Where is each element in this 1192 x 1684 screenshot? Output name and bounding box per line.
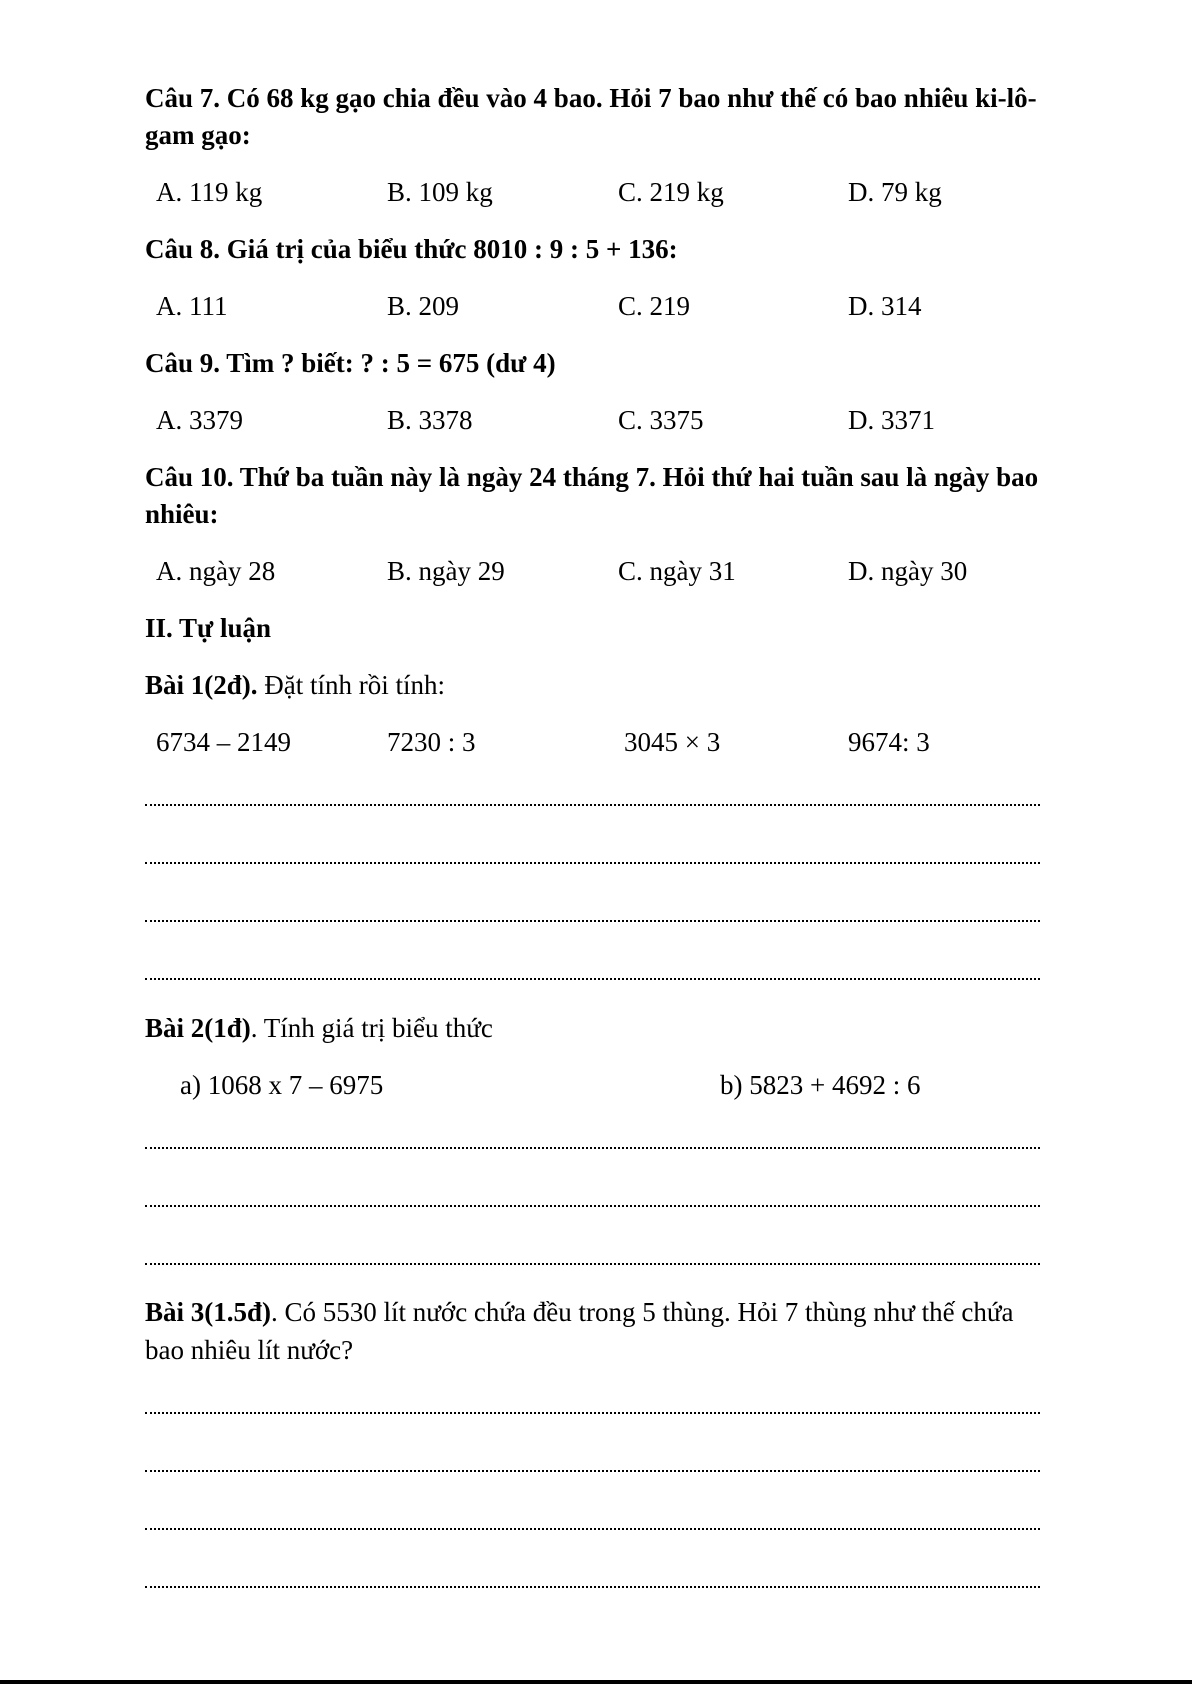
answer-line <box>145 1586 1040 1588</box>
q10-option-d: D. ngày 30 <box>848 556 968 586</box>
section-2-heading: II. Tự luận <box>145 613 272 643</box>
q7-option-c: C. 219 kg <box>618 177 724 207</box>
question-10-title-cont: nhiêu: <box>145 499 219 529</box>
answer-line <box>145 1528 1040 1530</box>
answer-line <box>145 862 1040 864</box>
q7-option-d: D. 79 kg <box>848 177 942 207</box>
bai-3-text-cont: bao nhiêu lít nước? <box>145 1335 354 1365</box>
answer-line <box>145 978 1040 980</box>
question-9-title: Câu 9. Tìm ? biết: ? : 5 = 675 (dư 4) <box>145 348 556 378</box>
bai-2-part-b: b) 5823 + 4692 : 6 <box>720 1070 921 1100</box>
bai-3-heading <box>145 1296 1013 1328</box>
q8-option-a: A. 111 <box>156 291 228 321</box>
bai-1-heading <box>145 669 445 701</box>
bai-2-text: . Tính giá trị biểu thức <box>250 1013 493 1043</box>
question-10-title: Câu 10. Thứ ba tuần này là ngày 24 tháng 7. Hỏi thứ hai tuần sau là ngày bao <box>145 462 1039 492</box>
calc-3: 3045 × 3 <box>624 727 721 757</box>
q7-option-b: B. 109 kg <box>387 177 493 207</box>
page-bottom-border <box>0 1680 1192 1684</box>
q10-option-c: C. ngày 31 <box>618 556 736 586</box>
calc-1: 6734 – 2149 <box>156 727 291 757</box>
q9-option-a: A. 3379 <box>156 405 243 435</box>
answer-line <box>145 804 1040 806</box>
q8-option-c: C. 219 <box>618 291 691 321</box>
question-8-title: Câu 8. Giá trị của biểu thức 8010 : 9 : 5 + 136: <box>145 234 678 264</box>
q9-option-b: B. 3378 <box>387 405 473 435</box>
calc-2: 7230 : 3 <box>387 727 476 757</box>
calc-4: 9674: 3 <box>848 727 930 757</box>
answer-line <box>145 1147 1040 1149</box>
bai-2-label: Bài 2(1đ) <box>145 1013 251 1043</box>
q9-option-c: C. 3375 <box>618 405 704 435</box>
q10-option-a: A. ngày 28 <box>156 556 276 586</box>
question-7-title: Câu 7. Có 68 kg gạo chia đều vào 4 bao. Hỏi 7 bao như thế có bao nhiêu ki-lô- <box>145 83 1037 113</box>
q9-option-d: D. 3371 <box>848 405 935 435</box>
q7-option-a: A. 119 kg <box>156 177 263 207</box>
bai-1-label: Bài 1(2đ). <box>145 670 258 700</box>
bai-3-label: Bài 3(1.5đ) <box>145 1297 272 1327</box>
answer-line <box>145 1263 1040 1265</box>
answer-line <box>145 1470 1040 1472</box>
bai-3-text: . Có 5530 lít nước chứa đều trong 5 thùng. Hỏi 7 thùng như thế chứa <box>271 1297 1014 1327</box>
q10-option-b: B. ngày 29 <box>387 556 505 586</box>
bai-1-text: Đặt tính rồi tính: <box>257 670 445 700</box>
q8-option-d: D. 314 <box>848 291 922 321</box>
q8-option-b: B. 209 <box>387 291 460 321</box>
bai-2-part-a: a) 1068 x 7 – 6975 <box>180 1070 384 1100</box>
answer-line <box>145 1205 1040 1207</box>
answer-line <box>145 920 1040 922</box>
answer-line <box>145 1412 1040 1414</box>
bai-2-heading <box>145 1012 493 1044</box>
question-7-title-cont: gam gạo: <box>145 120 251 150</box>
